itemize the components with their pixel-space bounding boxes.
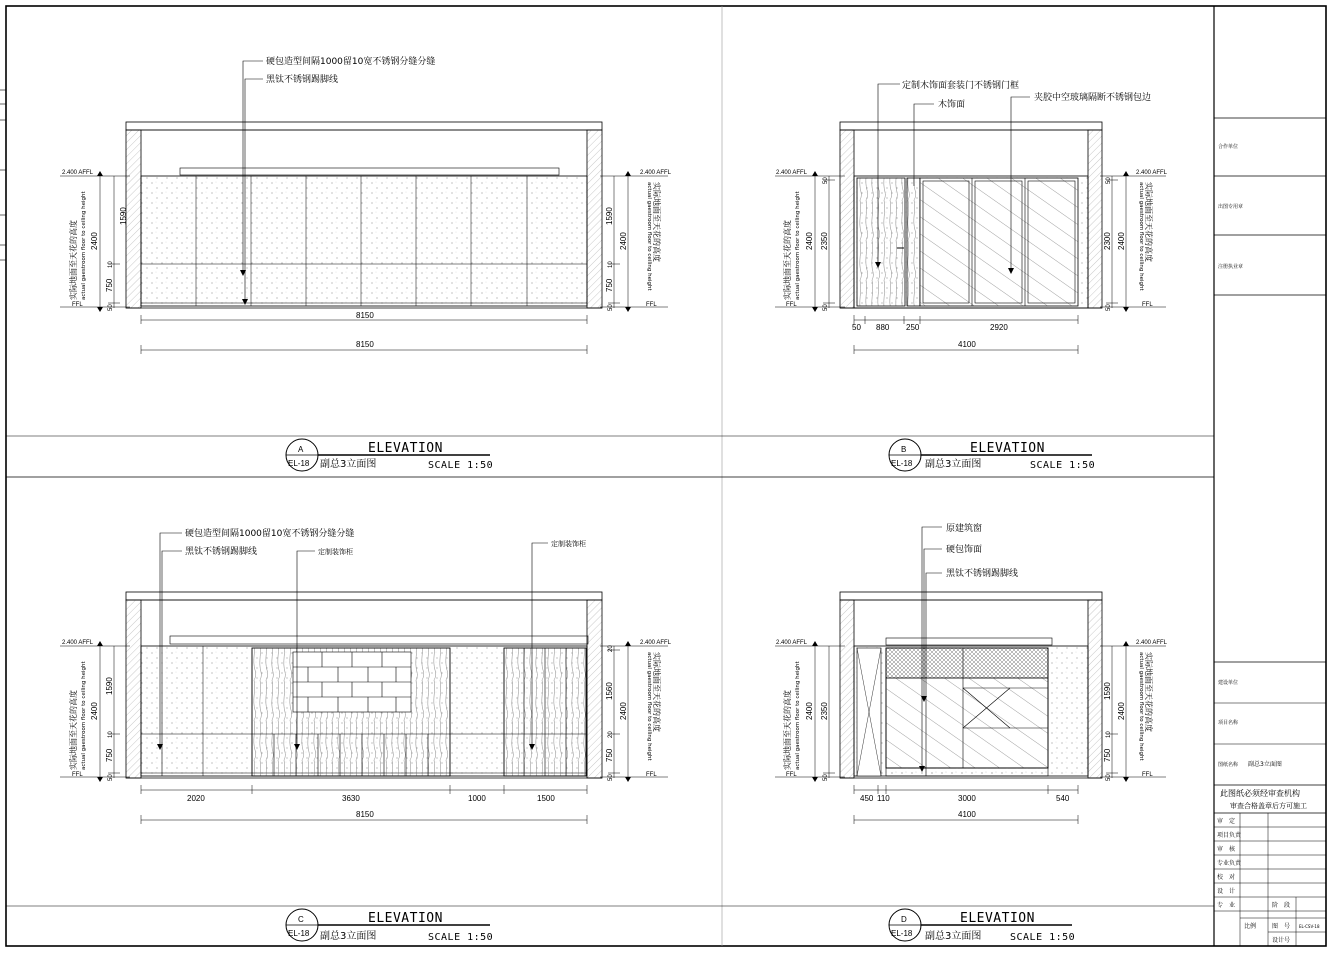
note-a-2: 黑钛不锈钢踢脚线 [266, 75, 339, 85]
affl-a-left: 2.400 AFFL [62, 170, 94, 176]
note-c-4: 定制装饰柜 [551, 540, 586, 548]
dim-text: 10 [1106, 731, 1112, 738]
dim-text: 250 [906, 323, 920, 332]
dim-text: 1590 [119, 207, 128, 225]
title-d-scale: SCALE 1:50 [1010, 932, 1076, 943]
tb-role: 项目负责 [1217, 832, 1242, 839]
title-d-ref: EL-18 [891, 929, 913, 938]
dim-text: 2350 [820, 702, 829, 720]
note-d-2: 硬包饰面 [946, 545, 983, 555]
dim-text: 3000 [958, 794, 976, 803]
title-b [891, 441, 1095, 471]
title-a-scale: SCALE 1:50 [428, 460, 494, 471]
title-b-subtitle: 副总3立面图 [925, 459, 982, 470]
side-cn-a-left: 实际地面至天花的高度 [69, 220, 78, 300]
ffl-b-right: FFL [1142, 302, 1153, 308]
dim-text: 450 [860, 794, 874, 803]
tb-client: 建设单位 [1218, 680, 1239, 686]
dim-text: 20 [608, 645, 614, 652]
dim-text: 10 [108, 731, 114, 738]
dim-text: 540 [1056, 794, 1070, 803]
dim-text: 2400 [619, 702, 628, 720]
ffl-c-left: FFL [72, 772, 83, 778]
dim-text: 3630 [342, 794, 360, 803]
dim-text: 2300 [1103, 232, 1112, 250]
tb-role: 审 定 [1217, 818, 1236, 825]
ffl-d-left: FFL [786, 772, 797, 778]
tb-cooperation: 合作单位 [1218, 144, 1239, 150]
title-a-ref: EL-18 [288, 459, 310, 468]
tb-role: 专 业 [1217, 902, 1236, 909]
dim-text: 8150 [356, 810, 374, 819]
side-en-a-left: actual gaestroom floor to ceiling height [81, 191, 87, 300]
side-en-a-right: actual gaestroom floor to ceiling height [646, 182, 652, 291]
title-c-letter: C [298, 915, 304, 924]
tb-role: 审 核 [1217, 846, 1236, 853]
affl-c-left: 2.400 AFFL [62, 640, 94, 646]
note-c-1: 硬包造型间隔1000留10宽不锈钢分缝分缝 [185, 529, 355, 539]
side-cn-c-right: 实际地面至天花的高度 [652, 652, 661, 732]
title-d-letter: D [901, 915, 907, 924]
title-b-letter: B [901, 445, 907, 454]
title-d-label: ELEVATION [960, 911, 1035, 926]
tb-drawing-name-label: 图纸名称 [1218, 762, 1239, 768]
dim-text: 1000 [468, 794, 486, 803]
affl-b-left: 2.400 AFFL [776, 170, 808, 176]
dim-text: 750 [105, 748, 114, 762]
elevation-panel-c [60, 533, 668, 824]
note-a-1: 硬包造型间隔1000留10宽不锈钢分缝分缝 [266, 57, 436, 67]
title-a-label: ELEVATION [368, 441, 443, 456]
dim-text: 1560 [605, 682, 614, 700]
dim-text: 1590 [105, 677, 114, 695]
affl-d-left: 2.400 AFFL [776, 640, 808, 646]
affl-c-right: 2.400 AFFL [640, 640, 672, 646]
side-en-c-right: actual gaestroom floor to ceiling height [646, 652, 652, 761]
elevation-panel-b [775, 84, 1166, 354]
dim-text: 2400 [619, 232, 628, 250]
dim-text: 2400 [805, 702, 814, 720]
note-b-3: 夹胶中空玻璃隔断不锈钢包边 [1034, 93, 1152, 103]
dim-text: 750 [105, 278, 114, 292]
dim-text: 750 [605, 278, 614, 292]
dim-text: 750 [1103, 748, 1112, 762]
dim-text: 50 [823, 774, 829, 781]
dim-text: 10 [608, 261, 614, 268]
title-c [288, 911, 493, 943]
side-en-b-left: actual gaestroom floor to ceiling height [795, 191, 801, 300]
affl-a-right: 2.400 AFFL [640, 170, 672, 176]
ffl-b-left: FFL [786, 302, 797, 308]
side-en-b-right: actual gaestroom floor to ceiling height [1138, 182, 1144, 291]
dim-text: 10 [108, 261, 114, 268]
dim-text: 50 [1106, 304, 1112, 311]
dim-text: 2400 [1117, 232, 1126, 250]
ffl-c-right: FFL [646, 772, 657, 778]
ffl-a-right: FFL [646, 302, 657, 308]
dim-text: 1590 [605, 207, 614, 225]
dim-text: 8150 [356, 311, 374, 320]
dim-text: 50 [1106, 774, 1112, 781]
side-cn-b-right: 实际地面至天花的高度 [1144, 182, 1153, 262]
ffl-d-right: FFL [1142, 772, 1153, 778]
tb-project: 项目名称 [1218, 720, 1239, 726]
sheet-border [6, 6, 1326, 946]
dim-text: 880 [876, 323, 890, 332]
title-b-label: ELEVATION [970, 441, 1045, 456]
note-c-2: 黑钛不锈钢踢脚线 [185, 547, 258, 557]
tb-stage: 阶 段 [1272, 902, 1291, 909]
side-cn-d-left: 实际地面至天花的高度 [783, 690, 792, 770]
dim-text: 8150 [356, 340, 374, 349]
dim-text: 50 [108, 304, 114, 311]
side-cn-a-right: 实际地面至天花的高度 [652, 182, 661, 262]
side-en-d-left: actual gaestroom floor to ceiling height [795, 661, 801, 770]
dim-text: 2020 [187, 794, 205, 803]
tb-scale: 比例 [1244, 923, 1257, 930]
dim-text: 20 [608, 731, 614, 738]
dim-text: 50 [608, 304, 614, 311]
title-c-subtitle: 副总3立面图 [320, 931, 377, 942]
tb-design-no: 设计号 [1272, 937, 1291, 944]
dim-text: 50 [823, 304, 829, 311]
tb-role: 专业负责 [1217, 860, 1242, 867]
side-cn-d-right: 实际地面至天花的高度 [1144, 652, 1153, 732]
dim-text: 2400 [90, 702, 99, 720]
note-b-1: 定制木饰面套装门不锈钢门框 [902, 81, 1020, 91]
dim-text: 2400 [805, 232, 814, 250]
title-a-subtitle: 副总3立面图 [320, 459, 377, 470]
dim-text: 2400 [1117, 702, 1126, 720]
dim-text: 50 [823, 177, 829, 184]
title-b-scale: SCALE 1:50 [1030, 460, 1096, 471]
note-d-3: 黑钛不锈钢踢脚线 [946, 569, 1019, 579]
dim-text: 4100 [958, 340, 976, 349]
side-cn-c-left: 实际地面至天花的高度 [69, 690, 78, 770]
title-c-scale: SCALE 1:50 [428, 932, 494, 943]
dim-text: 50 [608, 774, 614, 781]
affl-d-right: 2.400 AFFL [1136, 640, 1168, 646]
tb-notice-1: 此图纸必须经审查机构 [1220, 789, 1300, 798]
side-en-c-left: actual gaestroom floor to ceiling height [81, 661, 87, 770]
dim-text: 750 [605, 748, 614, 762]
note-b-2: 木饰面 [938, 100, 966, 110]
note-d-1: 原建筑窗 [946, 524, 983, 534]
title-c-ref: EL-18 [288, 929, 310, 938]
title-a-letter: A [298, 445, 304, 454]
title-d-subtitle: 副总3立面图 [925, 931, 982, 942]
dim-text: 2920 [990, 323, 1008, 332]
tb-stamp: 出图专用章 [1218, 204, 1244, 210]
title-a [288, 441, 493, 471]
title-b-ref: EL-18 [891, 459, 913, 468]
tb-role: 校 对 [1217, 874, 1236, 881]
tb-role: 设 计 [1217, 888, 1236, 895]
dim-text: 4100 [958, 810, 976, 819]
tb-drawing-no-label: 图 号 [1272, 923, 1291, 930]
side-cn-b-left: 实际地面至天花的高度 [783, 220, 792, 300]
affl-b-right: 2.400 AFFL [1136, 170, 1168, 176]
ffl-a-left: FFL [72, 302, 83, 308]
note-c-3: 定制装饰柜 [318, 548, 353, 556]
dim-text: 1590 [1103, 682, 1112, 700]
tb-license: 注册执业章 [1218, 264, 1244, 270]
dim-text: 110 [877, 794, 890, 803]
dim-text: 2350 [820, 232, 829, 250]
dim-text: 50 [852, 323, 861, 332]
left-edge-ticks [0, 90, 6, 260]
side-en-d-right: actual gaestroom floor to ceiling height [1138, 652, 1144, 761]
title-c-label: ELEVATION [368, 911, 443, 926]
dim-text: 50 [1106, 177, 1112, 184]
dim-text: 50 [108, 774, 114, 781]
tb-notice-2: 审查合格盖章后方可施工 [1230, 802, 1307, 810]
tb-drawing-name: 副总3立面图 [1248, 761, 1282, 768]
dim-text: 1500 [537, 794, 555, 803]
title-block-text [1217, 143, 1320, 944]
dim-text: 2400 [90, 232, 99, 250]
tb-drawing-no: EL-CSV-18 [1299, 924, 1320, 929]
